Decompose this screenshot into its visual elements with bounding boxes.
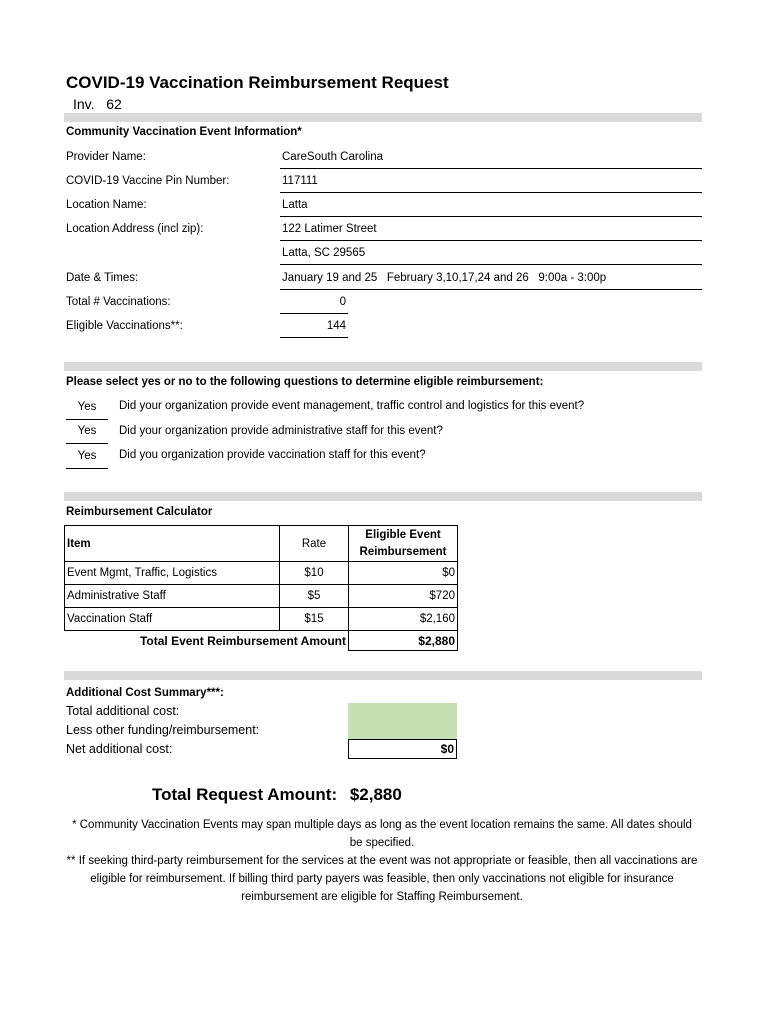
row-rate: $10	[280, 562, 349, 585]
section-divider	[64, 113, 702, 122]
question-1-text: Did your organization provide event management, traffic control and logistics for this event?	[119, 400, 585, 412]
col-item-header: Item	[65, 526, 280, 562]
questions-heading: Please select yes or no to the following questions to determine eligible reimbursement:	[66, 376, 544, 388]
question-1-answer[interactable]: Yes	[66, 397, 108, 420]
section-divider	[64, 362, 702, 371]
total-request-value: $2,880	[349, 785, 402, 804]
additional-heading: Additional Cost Summary***:	[66, 687, 224, 699]
row-item: Vaccination Staff	[65, 608, 280, 631]
footnote-2: ** If seeking third-party reimbursement for the services at the event was not appropriate or feasible, then all vaccinations are eligible for reimbursement. If billing third party payers was feasible, then only vaccinations not eligible for insurance reimbursement are eligible for Staffing Reimbursement.	[66, 855, 698, 903]
row-rate: $5	[280, 585, 349, 608]
eligible-vaccinations-field[interactable]: 144	[280, 316, 348, 338]
less-funding-input[interactable]	[348, 721, 457, 739]
row-rate: $15	[280, 608, 349, 631]
section-divider	[64, 492, 702, 501]
address-line1-field[interactable]: 122 Latimer Street	[280, 219, 702, 241]
row-item: Administrative Staff	[65, 585, 280, 608]
location-field[interactable]: Latta	[280, 195, 702, 217]
provider-field[interactable]: CareSouth Carolina	[280, 147, 702, 169]
col-eligible-header-line2: Reimbursement	[359, 545, 447, 558]
address-label: Location Address (incl zip):	[66, 223, 204, 235]
table-header-row	[65, 526, 458, 562]
total-additional-input[interactable]	[348, 703, 457, 721]
row-amount: $0	[349, 562, 458, 585]
question-2-text: Did your organization provide administrative staff for this event?	[119, 425, 443, 437]
table-row	[65, 608, 458, 631]
net-additional-value: $0	[348, 739, 457, 759]
reimbursement-table	[64, 525, 458, 651]
calculator-heading: Reimbursement Calculator	[66, 506, 213, 518]
row-item: Event Mgmt, Traffic, Logistics	[65, 562, 280, 585]
total-request-label: Total Request Amount:	[152, 785, 338, 804]
provider-label: Provider Name:	[66, 151, 146, 163]
total-vaccinations-label: Total # Vaccinations:	[66, 296, 171, 308]
col-rate-header: Rate	[280, 526, 349, 562]
col-eligible-header-line1: Eligible Event	[365, 528, 441, 541]
question-3-text: Did you organization provide vaccination staff for this event?	[119, 449, 426, 461]
row-amount: $2,160	[349, 608, 458, 631]
eligible-vaccinations-label: Eligible Vaccinations**:	[66, 320, 183, 332]
footnote-1: * Community Vaccination Events may span multiple days as long as the event location remains the same. All dates should be specified.	[72, 819, 692, 849]
question-3-answer[interactable]: Yes	[66, 446, 108, 469]
pin-field[interactable]: 117111	[280, 171, 702, 193]
address-line2-field[interactable]: Latta, SC 29565	[280, 243, 702, 265]
invoice-number: Inv. 62	[73, 96, 122, 112]
col-eligible-header	[349, 526, 458, 562]
location-label: Location Name:	[66, 199, 147, 211]
total-vaccinations-field[interactable]: 0	[280, 292, 348, 314]
net-additional-label: Net additional cost:	[66, 742, 173, 756]
total-request	[152, 785, 402, 805]
total-value: $2,880	[349, 631, 458, 651]
dates-label: Date & Times:	[66, 272, 139, 284]
question-2-answer[interactable]: Yes	[66, 421, 108, 444]
pin-label: COVID-19 Vaccine Pin Number:	[66, 175, 230, 187]
table-row	[65, 562, 458, 585]
section-divider	[64, 671, 702, 680]
dates-field[interactable]: January 19 and 25 February 3,10,17,24 and 26 9:00a - 3:00p	[280, 268, 702, 290]
table-total-row	[65, 631, 458, 651]
row-amount: $720	[349, 585, 458, 608]
less-funding-label: Less other funding/reimbursement:	[66, 723, 260, 737]
total-additional-label: Total additional cost:	[66, 704, 180, 718]
page-title: COVID-19 Vaccination Reimbursement Request	[66, 73, 449, 92]
table-row	[65, 585, 458, 608]
footnotes	[66, 816, 698, 906]
event-info-heading: Community Vaccination Event Information*	[66, 126, 302, 138]
total-label: Total Event Reimbursement Amount	[65, 631, 349, 651]
